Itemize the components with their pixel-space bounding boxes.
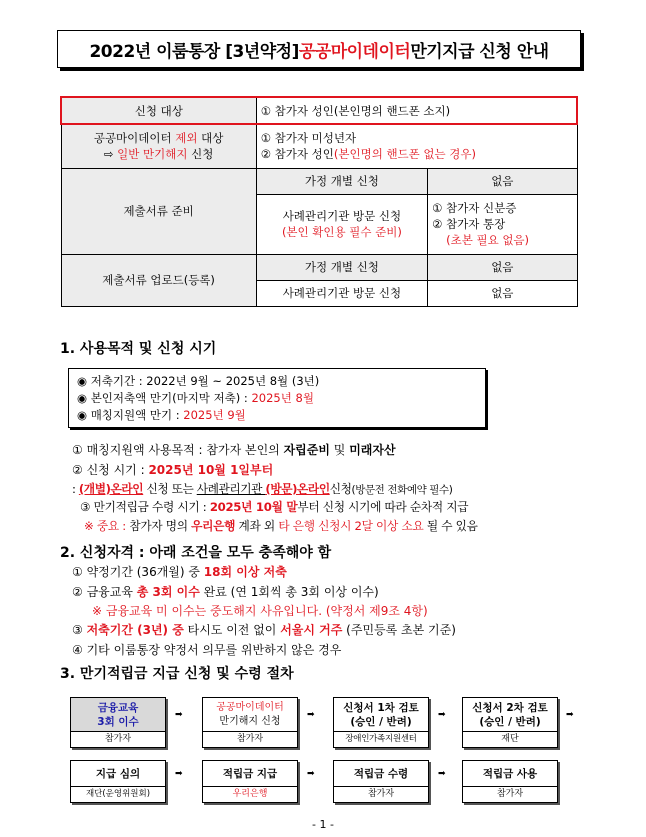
period-box [68, 368, 486, 428]
section3-heading: 3. 만기적립금 지급 신청 및 수령 절차 [60, 666, 294, 682]
step-use: 적립금 사용 참가자 [462, 760, 558, 803]
excluded-items: ① 참가자 미성년자 ② 참가자 성인(본인명의 핸드폰 없는 경우) [256, 124, 577, 168]
table-row-upload-head [61, 254, 577, 280]
docs-upload-left: 사례관리기관 방문 신청 [256, 280, 427, 306]
docs-prep-head-left: 가정 개별 신청 [256, 168, 427, 194]
qual-education-note: ※ 금융교육 미 이수는 중도해지 사유입니다. (약정서 제9조 4항) [92, 604, 428, 618]
receive-period: ③ 만기적립금 수령 시기 : 2025년 10월 말부터 신청 시기에 따라 순차적 지급 [80, 500, 469, 514]
docs-upload-head-right: 없음 [428, 254, 577, 280]
target-label: 신청 대상 [61, 97, 256, 124]
application-info-table [60, 96, 578, 307]
excluded-label: 공공마이데이터 제외 대상 ⇨ 일반 만기해지 신청 [61, 124, 256, 168]
apply-method: : (개별)온라인 신청 또는 사례관리기관 (방문)온라인신청(방문전 전화예약 필수) [72, 482, 453, 496]
docs-prep-head-right: 없음 [428, 168, 577, 194]
page-number: - 1 - [312, 818, 334, 831]
step-payment: 적립금 지급 우리은행 [202, 760, 298, 803]
docs-upload-label: 제출서류 업로드(등록) [61, 254, 256, 306]
important-note: ※ 중요 : 참가자 명의 우리은행 계좌 외 타 은행 신청시 2달 이상 소요 될 수 있음 [84, 519, 478, 533]
page-title: 2022년 이룸통장 [3년약정] 공공마이데이터 만기지급 신청 안내 [57, 30, 581, 68]
apply-period: ② 신청 시기 : 2025년 10월 1일부터 [72, 463, 274, 477]
qual-savings: ① 약정기간 (36개월) 중 18회 이상 저축 [72, 565, 287, 579]
step-payment-review: 지급 심의 재단(운영위원회) [70, 760, 166, 803]
qual-education: ② 금융교육 총 3회 이수 완료 (연 1회씩 총 3회 이상 이수) [72, 585, 379, 599]
usage-purpose: ① 매칭지원액 사용목적 : 참가자 본인의 자립준비 및 미래자산 [72, 443, 396, 457]
step-first-review: 신청서 1차 검토 (승인 / 반려) 장애인가족지원센터 [333, 697, 429, 748]
docs-prep-right: ① 참가자 신분증 ② 참가자 통장 (초본 필요 없음) [428, 194, 577, 254]
step-second-review: 신청서 2차 검토 (승인 / 반려) 재단 [462, 697, 558, 748]
docs-upload-right: 없음 [428, 280, 577, 306]
arrow-icon: ➡ [438, 710, 446, 720]
step-receive: 적립금 수령 참가자 [333, 760, 429, 803]
arrow-icon: ➡ [566, 710, 574, 720]
qual-other: ④ 기타 이룸통장 약정서 의무를 위반하지 않은 경우 [72, 643, 342, 657]
target-value: ① 참가자 성인(본인명의 핸드폰 소지) [256, 97, 577, 124]
arrow-icon: ➡ [307, 769, 315, 779]
docs-prep-label: 제출서류 준비 [61, 168, 256, 254]
arrow-icon: ➡ [307, 710, 315, 720]
arrow-icon: ➡ [438, 769, 446, 779]
arrow-icon: ➡ [175, 769, 183, 779]
table-row-excluded [61, 124, 577, 168]
docs-upload-head-left: 가정 개별 신청 [256, 254, 427, 280]
period-line-matching-maturity: ◉ 매칭지원액 만기 : 2025년 9월 [77, 408, 246, 422]
arrow-icon: ➡ [175, 710, 183, 720]
qual-residence: ③ 저축기간 (3년) 중 타시도 이전 없이 서울시 거주 (주민등록 초본 기준) [72, 623, 456, 637]
step-mydata-termination: 공공마이데이터 만기해지 신청 참가자 [202, 697, 298, 748]
table-row-docs-head [61, 168, 577, 194]
docs-prep-left: 사례관리기관 방문 신청 (본인 확인용 필수 준비) [256, 194, 427, 254]
period-line-savings: ◉ 저축기간 : 2022년 9월 ~ 2025년 8월 (3년) [77, 374, 320, 388]
section2-heading: 2. 신청자격 : 아래 조건을 모두 충족해야 함 [60, 545, 332, 561]
table-row-target [61, 97, 577, 124]
step-financial-education: 금융교육 3회 이수 참가자 [70, 697, 166, 748]
period-line-self-maturity: ◉ 본인저축액 만기(마지막 저축) : 2025년 8월 [77, 391, 314, 405]
section1-heading: 1. 사용목적 및 신청 시기 [60, 341, 217, 357]
